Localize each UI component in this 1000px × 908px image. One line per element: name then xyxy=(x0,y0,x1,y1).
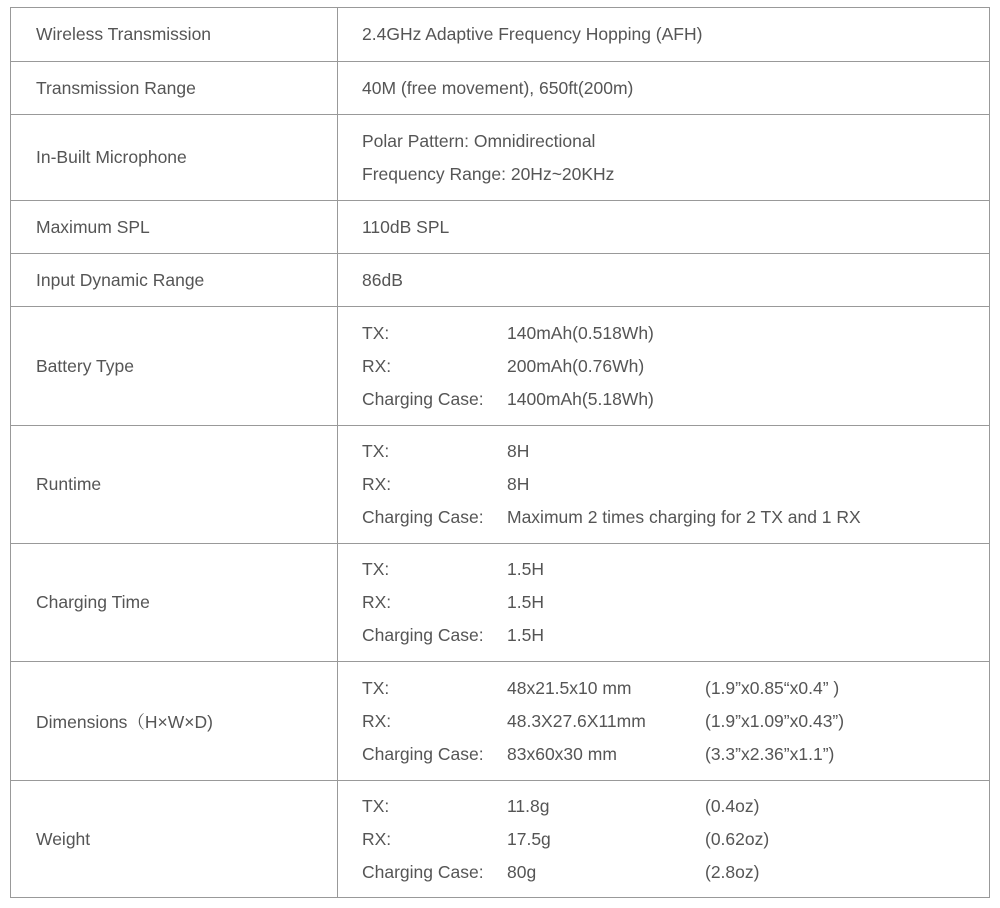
spec-value-text: 8H xyxy=(507,474,530,494)
spec-value-text: Charging Case: xyxy=(362,861,484,882)
spec-table xyxy=(10,7,990,898)
spec-value-text: 11.8g xyxy=(507,795,550,816)
spec-value-text: (0.4oz) xyxy=(705,795,760,816)
spec-row xyxy=(10,543,990,661)
spec-value-text: Charging Case: xyxy=(362,388,484,409)
spec-value-line xyxy=(362,619,989,652)
spec-label: Transmission Range xyxy=(11,62,338,114)
spec-value-text: RX: xyxy=(362,592,392,612)
spec-value-text: Maximum 2 times charging for 2 TX and 1 RX xyxy=(507,507,861,527)
spec-row xyxy=(10,253,990,306)
spec-label: Weight xyxy=(11,781,338,897)
spec-value xyxy=(338,254,989,306)
spec-value-text: Polar Pattern: Omnidirectional xyxy=(362,130,596,151)
spec-value-line xyxy=(362,790,989,823)
spec-value-text: TX: xyxy=(362,441,390,461)
spec-value-text: RX: xyxy=(362,474,392,494)
spec-value-text: (1.9”x1.09”x0.43”) xyxy=(705,710,845,731)
spec-value-text: RX: xyxy=(362,828,392,849)
spec-value-text: 8H xyxy=(507,441,530,461)
spec-value-line xyxy=(362,317,989,350)
spec-value-line xyxy=(362,705,989,738)
spec-value-line xyxy=(362,553,989,586)
spec-value xyxy=(338,662,989,780)
spec-value-text: (0.62oz) xyxy=(705,828,770,849)
spec-value-text: RX: xyxy=(362,355,392,376)
spec-label: Battery Type xyxy=(11,307,338,425)
spec-value xyxy=(338,426,989,543)
spec-value-text: Charging Case: xyxy=(362,507,484,527)
spec-value-line xyxy=(362,856,989,889)
spec-row xyxy=(10,780,990,898)
spec-value-line xyxy=(362,350,989,383)
spec-value-line xyxy=(362,211,989,244)
spec-value-line xyxy=(362,125,989,158)
spec-row xyxy=(10,306,990,425)
spec-value-text: 110dB SPL xyxy=(362,216,450,237)
spec-value-line xyxy=(362,672,989,705)
spec-value-line xyxy=(362,72,989,105)
spec-row xyxy=(10,61,990,114)
spec-value-line xyxy=(362,158,989,191)
spec-value xyxy=(338,544,989,661)
spec-value-text: Charging Case: xyxy=(362,625,484,645)
spec-value xyxy=(338,781,989,897)
spec-value-text: (3.3”x2.36”x1.1”) xyxy=(705,743,835,764)
spec-label: Wireless Transmission xyxy=(11,8,338,61)
spec-value-text: 17.5g xyxy=(507,828,551,849)
spec-value-line xyxy=(362,468,989,501)
spec-label: Input Dynamic Range xyxy=(11,254,338,306)
spec-value-line xyxy=(362,383,989,416)
spec-label: Maximum SPL xyxy=(11,201,338,253)
spec-value-text: 2.4GHz Adaptive Frequency Hopping (AFH) xyxy=(362,24,703,44)
spec-value-text: Charging Case: xyxy=(362,743,484,764)
spec-row xyxy=(10,114,990,200)
spec-value-text: 140mAh(0.518Wh) xyxy=(507,322,654,343)
spec-value xyxy=(338,62,989,114)
spec-value-text: TX: xyxy=(362,322,390,343)
spec-value-text: Frequency Range: 20Hz~20KHz xyxy=(362,163,615,184)
spec-row xyxy=(10,7,990,61)
spec-value-text: 1400mAh(5.18Wh) xyxy=(507,388,654,409)
spec-label: In-Built Microphone xyxy=(11,115,338,200)
spec-value-text: RX: xyxy=(362,710,392,731)
spec-value-text: 86dB xyxy=(362,269,403,290)
spec-value-line xyxy=(362,586,989,619)
spec-value-line xyxy=(362,823,989,856)
spec-value-line xyxy=(362,501,989,534)
spec-value-text: 200mAh(0.76Wh) xyxy=(507,355,645,376)
spec-row xyxy=(10,200,990,253)
spec-value-line xyxy=(362,435,989,468)
spec-value-text: TX: xyxy=(362,795,390,816)
spec-label: Runtime xyxy=(11,426,338,543)
spec-row xyxy=(10,661,990,780)
spec-value xyxy=(338,115,989,200)
spec-value-text: 48.3X27.6X11mm xyxy=(507,710,646,731)
spec-value-line xyxy=(362,264,989,297)
spec-value xyxy=(338,201,989,253)
spec-value-text: 1.5H xyxy=(507,559,544,579)
spec-value-text: (2.8oz) xyxy=(705,861,760,882)
spec-value-text: (1.9”x0.85“x0.4” ) xyxy=(705,677,840,698)
spec-value xyxy=(338,307,989,425)
spec-value xyxy=(338,8,989,61)
spec-row xyxy=(10,425,990,543)
spec-value-line xyxy=(362,18,989,51)
spec-value-text: 1.5H xyxy=(507,592,544,612)
spec-value-text: 83x60x30 mm xyxy=(507,743,617,764)
spec-value-text: TX: xyxy=(362,677,390,698)
spec-value-text: 48x21.5x10 mm xyxy=(507,677,632,698)
spec-value-line xyxy=(362,738,989,771)
spec-value-text: 40M (free movement), 650ft(200m) xyxy=(362,77,634,98)
spec-value-text: TX: xyxy=(362,559,390,579)
spec-value-text: 1.5H xyxy=(507,625,544,645)
spec-value-text: 80g xyxy=(507,861,537,882)
spec-label: Dimensions（H×W×D) xyxy=(11,662,338,780)
spec-label: Charging Time xyxy=(11,544,338,661)
